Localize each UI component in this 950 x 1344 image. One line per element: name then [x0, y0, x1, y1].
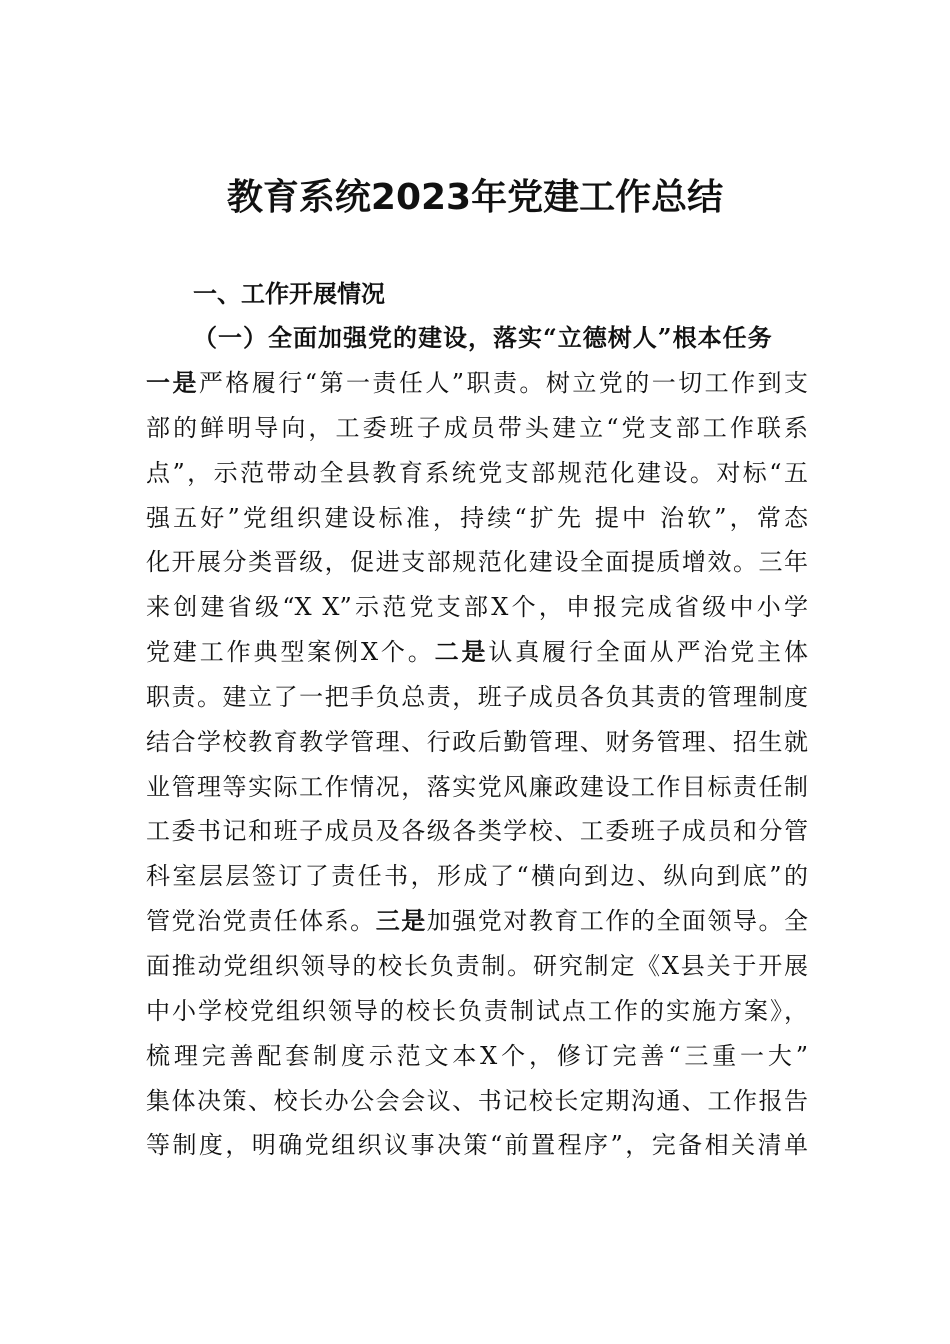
document-title: 教育系统2023年党建工作总结 — [226, 177, 724, 218]
line-text: 管党治党责任体系。 — [146, 907, 376, 936]
line-text: 结合学校教育教学管理、行政后勤管理、财务管理、招生就 — [146, 727, 808, 756]
line-text: 工委书记和班子成员及各级各类学校、工委班子成员和分管 — [146, 817, 808, 846]
paragraph-line — [146, 944, 808, 989]
line-text: 点”，示范带动全县教育系统党支部规范化建设。对标“五 — [146, 458, 808, 487]
line-text: 党建工作典型案例X个。 — [146, 638, 435, 667]
paragraph-line — [146, 854, 808, 899]
paragraph-line — [146, 1123, 808, 1168]
line-text: 梳理完善配套制度示范文本X个，修订完善“三重一大” — [146, 1041, 808, 1070]
paragraph-line — [146, 899, 808, 944]
line-text: 职责。建立了一把手负总责，班子成员各负其责的管理制度 — [146, 682, 808, 711]
paragraph-line — [146, 675, 808, 720]
paragraph-line — [146, 765, 808, 810]
emphasis-label: 三是 — [375, 907, 427, 936]
line-text: 部的鲜明导向，工委班子成员带头建立“党支部工作联系 — [146, 413, 808, 442]
paragraph-line — [146, 809, 808, 854]
paragraph-line — [146, 540, 808, 585]
line-text: 中小学校党组织领导的校长负责制试点工作的实施方案》， — [146, 996, 808, 1025]
subsection-heading: （一）全面加强党的建设，落实“立德树人”根本任务 — [193, 323, 773, 352]
section-heading: 一、工作开展情况 — [193, 280, 385, 308]
emphasis-label: 一是 — [146, 369, 199, 397]
line-text: 科室层层签订了责任书，形成了“横向到边、纵向到底”的 — [146, 862, 808, 891]
paragraph-line — [146, 1034, 808, 1079]
emphasis-label: 二是 — [434, 638, 489, 667]
line-text: 等制度，明确党组织议事决策“前置程序”，完备相关清单 — [146, 1131, 808, 1160]
line-text: 来创建省级“X X”示范党支部X个，申报完成省级中小学 — [146, 593, 808, 622]
line-text: 集体决策、校长办公会会议、书记校长定期沟通、工作报告 — [146, 1086, 808, 1115]
line-text: 认真履行全面从严治党主体 — [488, 638, 809, 667]
body-paragraph — [146, 361, 808, 1168]
line-text: 业管理等实际工作情况，落实党风廉政建设工作目标责任制 — [146, 772, 808, 801]
paragraph-line — [146, 496, 808, 541]
paragraph-line — [146, 585, 808, 630]
paragraph-line — [146, 361, 808, 406]
paragraph-line — [146, 989, 808, 1034]
paragraph-line — [146, 630, 808, 675]
line-text: 强五好”党组织建设标准，持续“扩先 提中 治软”，常态 — [146, 503, 808, 532]
line-text: 严格履行“第一责任人”职责。树立党的一切工作到支 — [198, 369, 808, 397]
line-text: 面推动党组织领导的校长负责制。研究制定《X县关于开展 — [146, 951, 808, 980]
line-text: 加强党对教育工作的全面领导。全 — [426, 907, 809, 936]
paragraph-line — [146, 720, 808, 765]
paragraph-line — [146, 1079, 808, 1124]
paragraph-line — [146, 451, 808, 496]
line-text: 化开展分类晋级，促进支部规范化建设全面提质增效。三年 — [146, 548, 808, 577]
paragraph-line — [146, 406, 808, 451]
